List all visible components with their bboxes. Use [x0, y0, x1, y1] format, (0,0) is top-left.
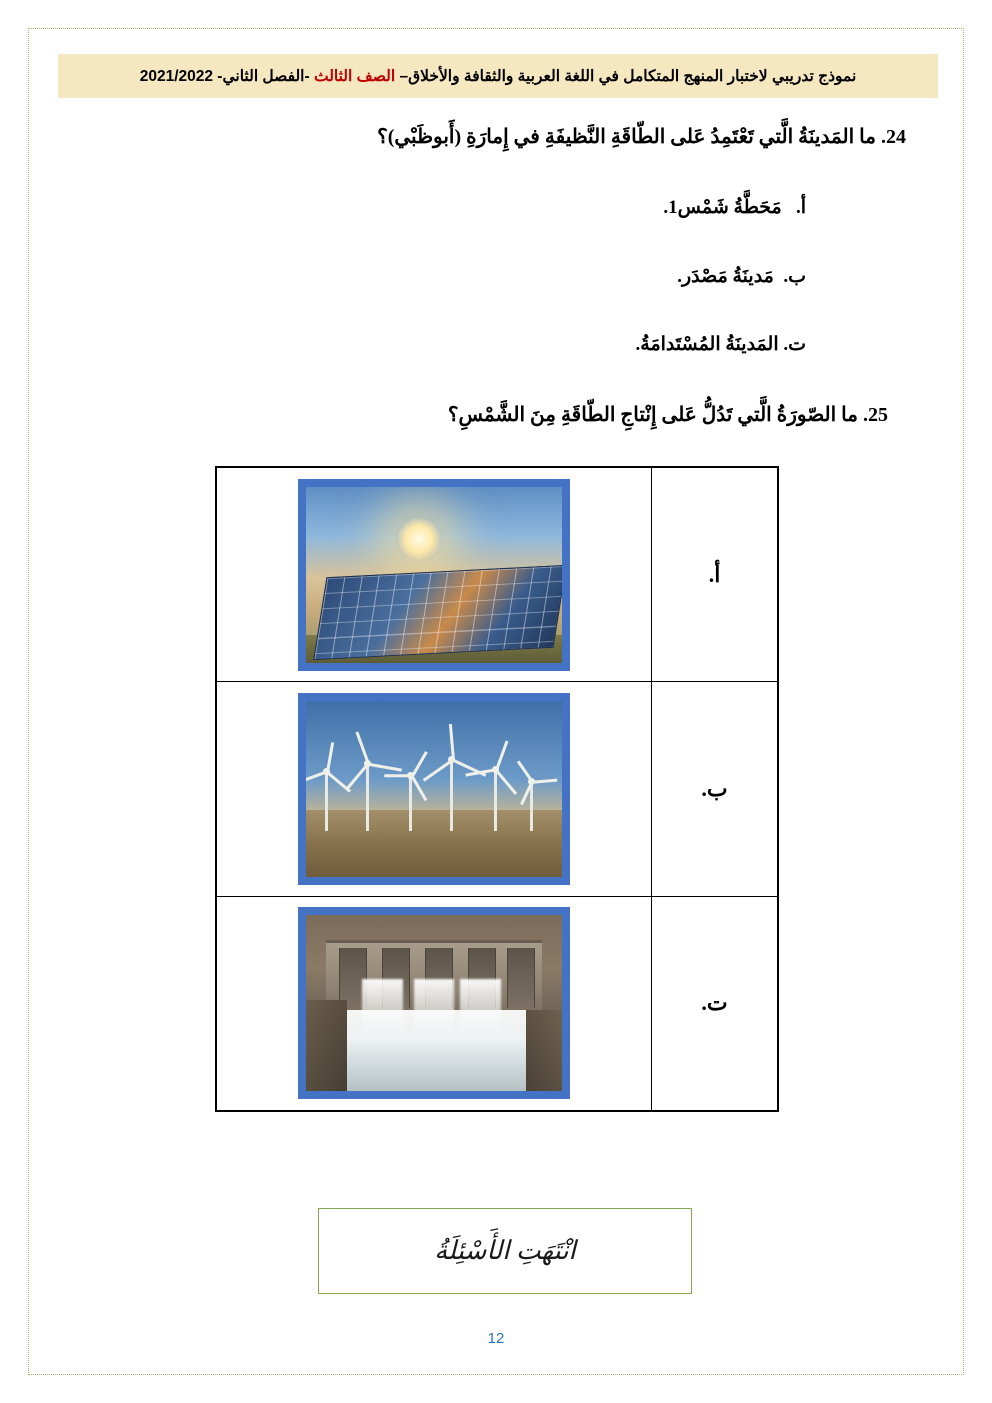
- option-image-cell-a[interactable]: [217, 468, 652, 682]
- question-25-block: [0, 402, 888, 427]
- solar-panels-image: [298, 479, 570, 671]
- question-24-text: [0, 124, 906, 149]
- question-24-option-b: [677, 265, 806, 288]
- wind-turbines-image: [298, 693, 570, 885]
- question-24-option-a: [663, 196, 806, 219]
- option-b-label: ب.: [783, 266, 806, 287]
- question-24-option-c: [636, 333, 806, 356]
- option-label-cell-c: ت.: [652, 896, 778, 1110]
- document-header-band: [58, 54, 938, 98]
- end-of-questions-box: [318, 1208, 692, 1294]
- question-25-number: 25.: [863, 404, 888, 426]
- end-of-questions-text: انْتَهَتِ الأَسْئِلَةُ: [434, 1236, 576, 1265]
- answer-options-table: [215, 466, 779, 1112]
- option-a-text: مَحَطَّةُ شَمْس1.: [663, 197, 782, 218]
- option-label-cell-b: ب.: [652, 682, 778, 896]
- hydro-dam-image: [298, 907, 570, 1099]
- question-25-text: [0, 402, 888, 427]
- option-a-label: أ.: [795, 197, 806, 218]
- table-row: [217, 896, 778, 1110]
- page-number: 12: [487, 1330, 505, 1347]
- header-text-before: نموذج تدريبي لاختبار المنهج المتكامل في اللغة العربية والثقافة والأخلاق–: [395, 67, 857, 85]
- question-24-number: 24.: [881, 126, 906, 148]
- table-row: [217, 682, 778, 896]
- header-grade-highlight: الصف الثالث: [313, 67, 396, 85]
- option-b-text: مَدينَةُ مَصْدَر.: [677, 266, 774, 287]
- option-c-label: ت.: [783, 334, 806, 355]
- header-title: [140, 67, 857, 86]
- question-24-body: ما المَدينَةُ الَّتي تَعْتَمِدُ عَلى الطّاقَةِ النَّظيفَةِ في إِمارَةِ (أَبوظَبْي)؟: [377, 126, 876, 148]
- option-image-cell-b[interactable]: [217, 682, 652, 896]
- option-c-text: المَدينَةُ المُسْتَدامَةُ.: [635, 334, 779, 355]
- question-24-block: [0, 124, 906, 149]
- table-row: [217, 468, 778, 682]
- question-25-body: ما الصّورَةُ الَّتي تَدُلُّ عَلى إِنْتاجِ الطّاقَةِ مِنَ الشَّمْسِ؟: [447, 404, 858, 426]
- header-text-after: -الفصل الثاني- 2021/2022: [139, 67, 314, 85]
- option-label-cell-a: أ.: [652, 468, 778, 682]
- option-image-cell-c[interactable]: [217, 896, 652, 1110]
